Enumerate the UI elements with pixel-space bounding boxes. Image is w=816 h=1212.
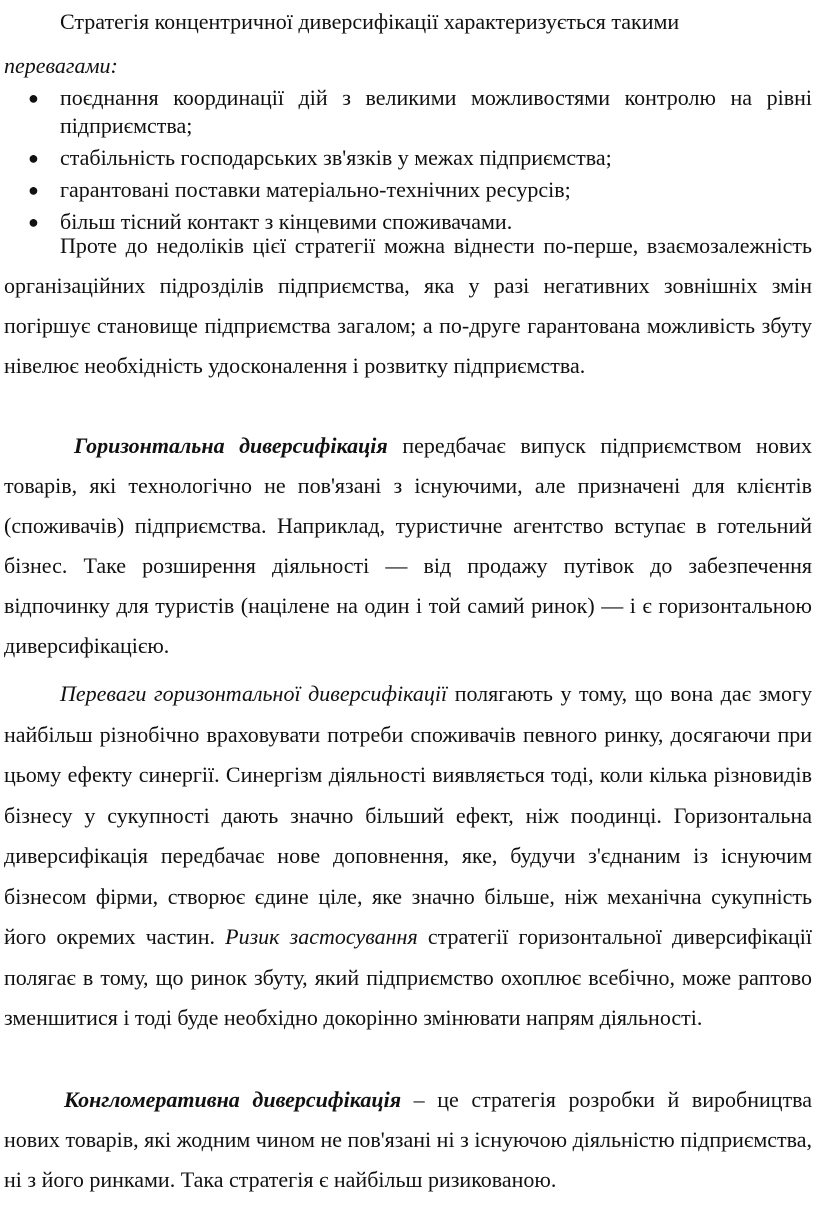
advantages-list [0, 84, 812, 236]
conglomerate-term: Конгломеративна диверсифікація [64, 1087, 402, 1112]
advantages-paragraph [4, 674, 812, 1039]
list-item: ● стабільність господарських зв'язків у межах підприємства; [28, 145, 612, 170]
drawbacks-text: Проте до недоліків цієї стратегії можна віднести по-перше, взаємозалежність організаційних підрозділів підприємства, яка у разі негативних зовнішніх змін погіршує становище підприємства загалом; а по-друге гарантована можливість збуту нівелює необхідність удосконалення і розвитку підприємства. [4, 233, 812, 378]
risk-text: стратегії горизонтальної диверсифікації полягає в тому, що ринок збуту, який підприємство охоплює всебічно, може раптово зменшитися і тоді буде необхідно докорінно змінювати напрям діяльності. [4, 924, 812, 1030]
bullet-icon: ● [28, 180, 39, 200]
risk-term: Ризик застосування [225, 924, 418, 949]
horizontal-text: передбачає випуск підприємством нових товарів, які технологічно не пов'язані з існуючими, але призначені для клієнтів (споживачів) підприємства. Наприклад, туристичне агентство вступає в готельний бізнес. Таке розширення діяльності — від продажу путівок до забезпечення відпочинку для туристів (націлене на один і той самий ринок) — і є горизонтальною диверсифікацією. [4, 433, 812, 658]
horizontal-term: Горизонтальна диверсифікація [74, 433, 388, 458]
conglomerate-text: – це стратегія розробки й виробництва нових товарів, які жодним чином не пов'язані ні з існуючою діяльністю підприємства, ні з його ринками. Така стратегія є найбільш ризикованою. [4, 1087, 812, 1192]
drawbacks-paragraph [4, 226, 812, 386]
list-item: ● гарантовані поставки матеріально-технічних ресурсів; [28, 177, 571, 202]
list-item: ● поєднання координації дій з великими можливостями контролю на рівні підприємства; [28, 85, 812, 138]
bullet-icon: ● [28, 88, 39, 108]
bullet-icon: ● [28, 148, 39, 168]
intro-text: Стратегія концентричної диверсифікації характеризується такими [60, 9, 680, 34]
list-item: ● більш тісний контакт з кінцевими споживачами. [28, 209, 513, 234]
advantages-text: полягають у тому, що вона дає змогу найбільш різнобічно враховувати потреби споживачів певного ринку, досягаючи при цьому ефекту синергії. Синергізм діяльності виявляється тоді, коли кілька різновидів бізнесу у сукупності дають значно більший ефект, ніж поодинці. Горизонтальна диверсифікація передбачає нове доповнення, яке, будучи з'єднаним із існуючим бізнесом фірми, створює єдине ціле, яке значно більше, ніж механічна сукупність його окремих частин. [4, 681, 813, 949]
advantages-label: перевагами: [4, 53, 118, 78]
advantages-term: Переваги горизонтальної диверсифікації [60, 681, 448, 706]
horizontal-paragraph [4, 426, 812, 666]
conglomerate-paragraph [4, 1080, 812, 1200]
intro-paragraph [4, 0, 812, 88]
bullet-icon: ● [28, 212, 39, 232]
